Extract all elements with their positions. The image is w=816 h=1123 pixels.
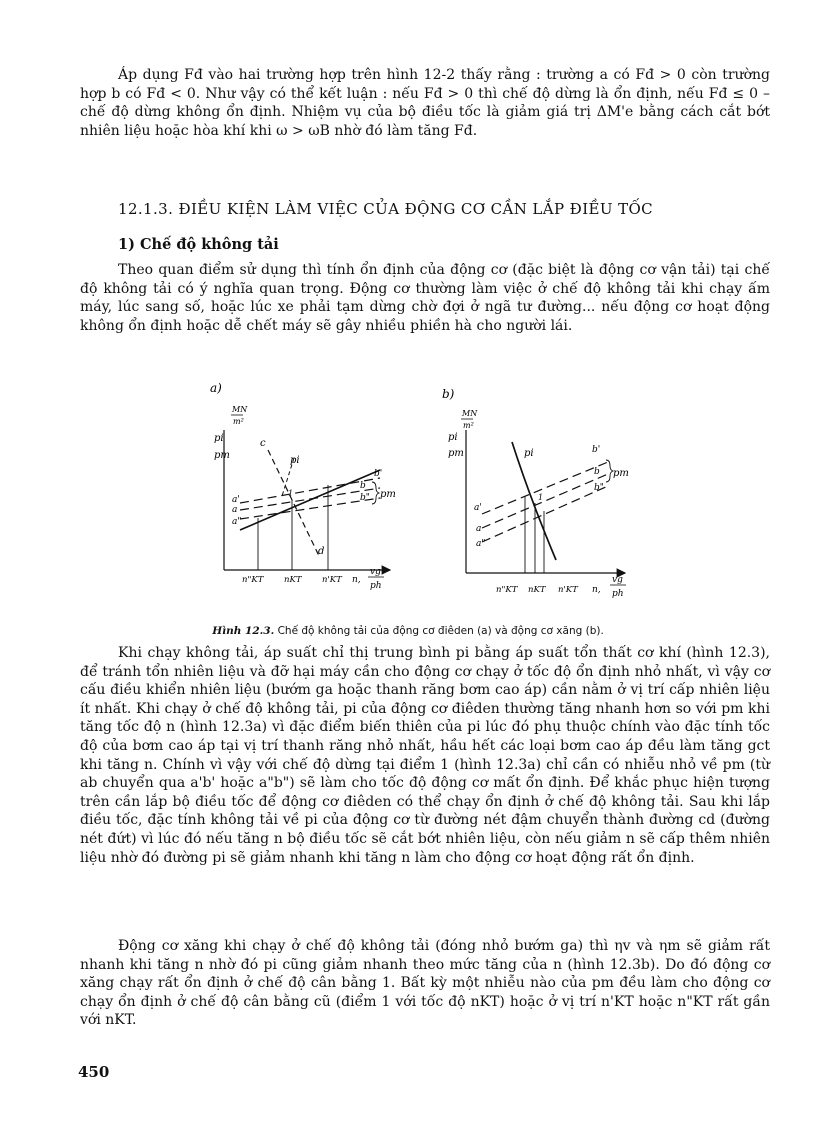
panel-b-x-unit-bottom: ph [612,589,624,599]
panel-a [210,381,396,591]
panel-b-tick-n: nKT [528,585,546,595]
panel-a-x-unit-bottom: ph [370,581,382,591]
panel-b-point-b: b [594,467,600,477]
panel-b-point-1: 1 [538,493,544,502]
panel-b-point-b2: b" [594,483,604,493]
subsection-heading: 1) Chế độ không tải [118,236,279,253]
panel-b [442,387,629,599]
panel-b-ylabel-pi: pi [448,432,458,443]
panel-a-unit-top: MN [232,405,248,414]
panel-b-point-a1: a' [474,503,482,513]
panel-b-label: b) [442,387,455,401]
panel-a-pm-label: pm [380,489,396,500]
panel-a-tick-n1: n'KT [322,575,342,585]
panel-a-brace [372,482,379,504]
panel-a-pi-solid-line [240,469,383,530]
panel-a-ylabel-pm: pm [214,450,230,461]
panel-b-point-b1: b' [592,445,601,455]
panel-b-ylabel-pm: pm [448,448,464,459]
page-number: 450 [78,1063,110,1081]
paragraph-3: Khi chạy không tải, áp suất chỉ thị trung bình pi bằng áp suất tổn thất cơ khí (hình 12.3), để tránh tổn nhiên liệu và đỡ hại máy cần cho động cơ chạy ở tốc độ ổn định nhỏ nhất, vì vậy cơ cấu điều khiển nhiên liệu (bướm ga hoặc thanh răng bơm cao áp) cần nằm ở vị trí cấp nhiên liệu ít nhất. Khi chạy ở chế độ không tải, pi của động cơ điêden thường tăng nhanh hơn so với pm khi tăng tốc độ n (hình 12.3a) vì đặc điểm biến thiên của pi lúc đó phụ thuộc chính vào đặc tính tốc độ của bơm cao áp tại vị trí thanh răng nhỏ nhất, hầu hết các loại bơm cao áp đều làm tăng gct khi tăng n. Chính vì vậy với chế độ dừng tại điểm 1 (hình 12.3a) chỉ cần có nhiễu nhỏ về pm (từ ab chuyển qua a'b' hoặc a"b") sẽ làm cho tốc độ động cơ mất ổn định. Để khắc phục hiện tượng trên cần lắp bộ điều tốc để động cơ điêden có thể chạy ổn định ở chế độ không tải. Sau khi lắp điều tốc, đặc tính không tải về pi của động cơ từ đường nét đậm chuyển thành đường cd (đường nét đứt) vì lúc đó nếu tăng n bộ điều tốc sẽ cắt bớt nhiên liệu, còn nếu giảm n sẽ cấp thêm nhiên liệu nhờ đó đường pi sẽ giảm nhanh khi tăng n làm cho động cơ hoạt động rất ổn định. [80,645,770,866]
panel-b-pm-upper [482,462,608,514]
paragraph-1: Áp dụng Fđ vào hai trường hợp trên hình 12-2 thấy rằng : trường a có Fđ > 0 còn trường hợp b có Fđ < 0. Như vậy có thể kết luận : nếu Fđ > 0 thì chế độ dừng là ổn định, nếu Fđ ≤ 0 – chế độ dừng không ổn định. Nhiệm vụ của bộ điều tốc là giảm giá trị ΔM'e bằng cách cắt bớt nhiên liệu hoặc hòa khí khi ω > ωB nhờ đó làm tăng Fđ. [80,67,770,139]
section-heading: 12.1.3. ĐIỀU KIỆN LÀM VIỆC CỦA ĐỘNG CƠ CẦN LẮP ĐIỀU TỐC [118,200,654,218]
figure-12-3 [180,378,650,610]
panel-a-point-b1: b' [374,469,383,479]
figure-caption [0,625,816,637]
panel-a-point-b: b [360,481,366,491]
panel-a-point-a2: a" [232,517,242,527]
panel-b-x-unit-top: vg [612,575,623,585]
panel-b-unit-bottom: m² [463,421,474,430]
panel-b-unit-top: MN [462,409,478,418]
paragraph-2: Theo quan điểm sử dụng thì tính ổn định của động cơ (đặc biệt là động cơ vận tải) tại chế độ không tải có ý nghĩa quan trọng. Động cơ thường làm việc ở chế độ không tải khi chạy ấm máy, lúc sang số, hoặc lúc xe phải tạm dừng chờ đợi ở ngã tư đường... nếu động cơ hoạt động không ổn định hoặc dễ chết máy sẽ gây nhiều phiền hà cho người lái. [80,262,770,334]
panel-b-x-label: n, [592,585,601,595]
panel-a-point-a: a [232,505,238,515]
figure-caption-label: Hình 12.3. [212,625,275,637]
panel-b-tick-n1: n'KT [558,585,578,595]
panel-a-point-b2: b" [360,493,370,503]
panel-b-pm-mid [482,474,608,528]
panel-b-point-a2: a" [476,539,486,549]
panel-a-tick-n: nKT [284,575,302,585]
panel-b-point-a: a [476,524,482,534]
panel-a-x-label: n, [352,575,361,585]
figure-caption-text: Chế độ không tải của động cơ điêden (a) và động cơ xăng (b). [277,625,604,637]
panel-b-pm-label: pm [613,468,629,479]
paragraph-4: Động cơ xăng khi chạy ở chế độ không tải (đóng nhỏ bướm ga) thì ηv và ηm sẽ giảm rất nhanh khi tăng n nhờ đó pi cũng giảm nhanh theo mức tăng của n (hình 12.3b). Do đó động cơ xăng chạy rất ổn định ở chế độ cân bằng 1. Bất kỳ một nhiễu nào của pm đều làm cho động cơ chạy ổn định ở chế độ cân bằng cũ (điểm 1 với tốc độ nKT) hoặc ở vị trí n'KT hoặc n"KT rất gần với nKT. [80,938,770,1029]
panel-a-curve-pi: pi [290,455,300,466]
panel-a-ylabel-pi: pi [214,433,224,444]
panel-b-tick-n2: n"KT [496,585,518,595]
panel-a-label: a) [210,381,222,395]
panel-a-curve-c: c [260,438,266,449]
panel-a-point-a1: a' [232,495,240,505]
panel-b-curve-pi: pi [524,448,534,459]
panel-b-brace [606,460,613,482]
panel-a-x-unit-top: vg [370,567,381,577]
panel-a-pm-lower [240,498,380,519]
panel-a-unit-bottom: m² [233,417,244,426]
panel-a-curve-d: d [318,546,325,557]
panel-a-point-1: 1 [288,489,294,498]
panel-b-pi-curve [512,442,556,560]
panel-a-tick-n2: n"KT [242,575,264,585]
